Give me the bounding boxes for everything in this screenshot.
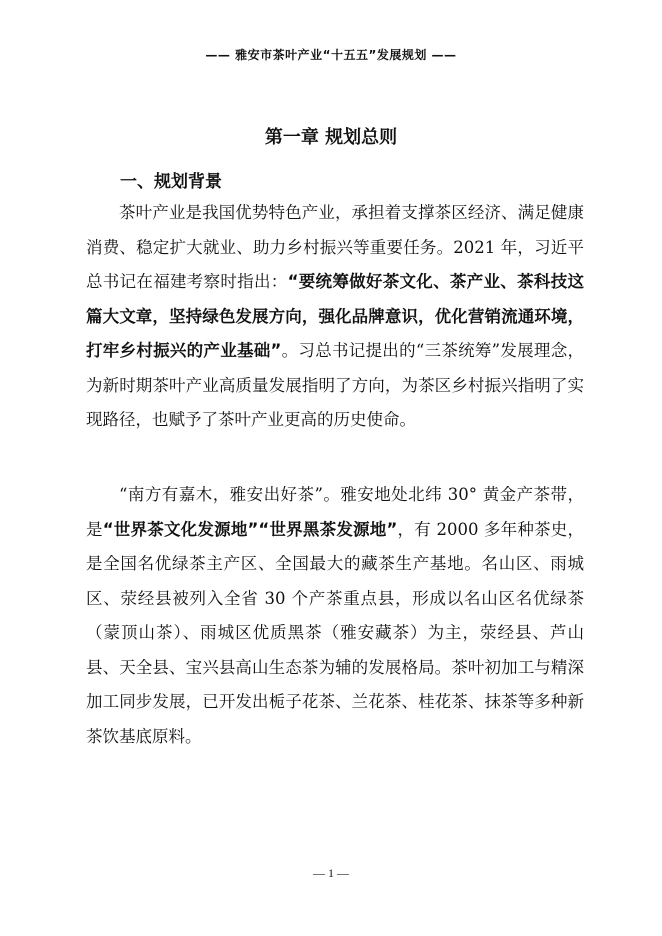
paragraph-2 [86, 478, 584, 754]
paragraph-1-text-b: 。习总书记提出的“三茶统筹”发展理念，为新时期茶叶产业高质量发展指明了方向，为茶区乡村振兴指明了实现路径，也赋予了茶叶产业更高的历史使命。 [86, 341, 584, 429]
paragraph-1 [86, 196, 584, 438]
paragraph-2-text-a: “南方有嘉木，雅安出好茶”。雅安地处北纬 30° 黄金产茶带，是 [86, 485, 584, 539]
page-number: — 1 — [313, 866, 349, 880]
chapter-title: 第一章 规划总则 [264, 127, 398, 148]
paragraph-1-text-a: 茶叶产业是我国优势特色产业，承担着支撑茶区经济、满足健康消费、稳定扩大就业、助力乡村振兴等重要任务。2021 年，习近平总书记在福建考察时指出： [86, 203, 584, 291]
paragraph-1-quote-bold: “要统筹做好茶文化、茶产业、茶科技这篇大文章，坚持绿色发展方向，强化品牌意识，优化营销流通环境，打牢乡村振兴的产业基础” [86, 272, 584, 360]
section-heading: 一、规划背景 [120, 172, 222, 192]
paragraph-2-titles-bold: “世界茶文化发源地”“世界黑茶发源地” [102, 519, 398, 539]
paragraph-2-text-b: ，有 2000 多年种茶史，是全国名优绿茶主产区、全国最大的藏茶生产基地。名山区、雨城区、荥经县被列入全省 30 个产茶重点县，形成以名山区名优绿茶（蒙顶山茶）、雨城区优质黑茶（雅安藏茶）为主，荥经县、芦山县、天全县、宝兴县高山生态茶为辅的发展格局。茶叶初加工与精深加工同步发展，已开发出栀子花茶、兰花茶、桂花茶、抹茶等多种新茶饮基底原料。 [86, 519, 584, 746]
running-header: —— 雅安市茶叶产业“十五五”发展规划 —— [205, 48, 457, 62]
